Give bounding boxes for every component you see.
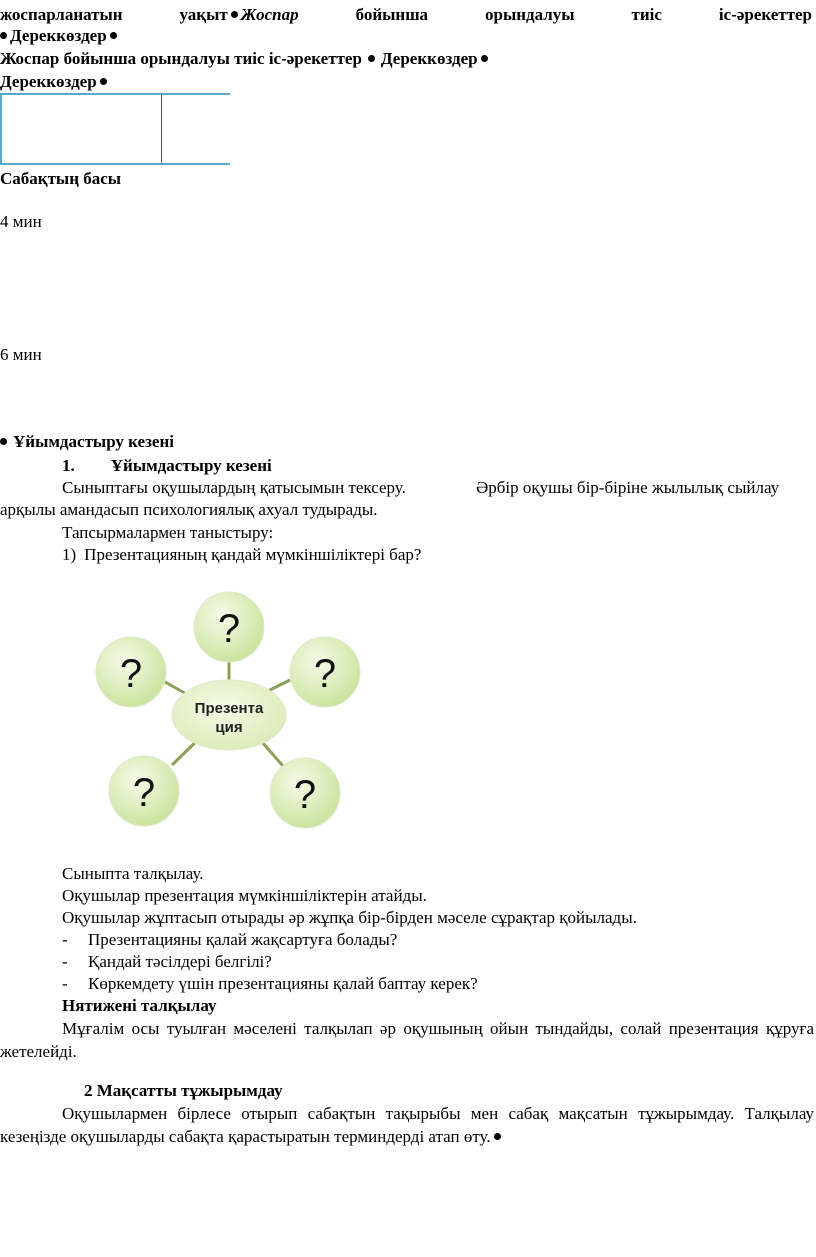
node-top — [194, 592, 264, 662]
bullet-icon — [100, 78, 107, 85]
header-word: орындалуы — [485, 5, 575, 24]
section-title-text: Ұйымдастыру кезені — [13, 432, 174, 451]
discussion-line-2: Оқушылар презентация мүмкіншіліктерін атайды. — [62, 886, 427, 905]
tasks-intro: Тапсырмалармен таныстыру: — [62, 523, 274, 542]
dash-item-2 — [62, 951, 272, 973]
header-line-2 — [0, 25, 120, 47]
header-sources: Дереккөздер — [380, 49, 478, 68]
header-word: іс-әрекеттер — [718, 5, 812, 24]
header-sources: Дереккөздер — [10, 26, 107, 45]
section-number: 1. — [62, 456, 75, 475]
svg-text:?: ? — [293, 773, 317, 817]
header-line-4 — [0, 71, 110, 93]
discussion-line-3: Оқушылар жұптасып отырады әр жұпқа бір-бірден мәселе сұрақтар қойылады. — [62, 908, 637, 927]
dash-item-3 — [62, 973, 478, 995]
bullet-icon — [494, 1133, 501, 1140]
dash-item-text: Қандай тәсілдері белгілі? — [88, 952, 272, 971]
dash-marker: - — [62, 974, 68, 993]
svg-text:?: ? — [132, 771, 156, 815]
section-2-text: Оқушылармен бірлесе отырып сабақтын тақырыбы мен сабақ мақсатын тұжырымдау. Талқылау кезеңізде оқушыларды сабақта қарастыратын терминдерді атап өту. — [0, 1104, 814, 1146]
header-word: уақыт — [179, 5, 228, 24]
header-word: бойынша — [355, 5, 429, 24]
bullet-icon — [0, 32, 7, 39]
svg-text:Презента: Презента — [194, 700, 264, 717]
bullet-icon — [481, 55, 488, 62]
node-left — [96, 637, 166, 707]
svg-text:?: ? — [313, 652, 337, 696]
node-center — [172, 680, 286, 750]
header-word-italic: Жоспар — [240, 5, 299, 24]
header-word: жоспарланатын — [0, 5, 123, 24]
bullet-icon — [368, 55, 375, 62]
section-2-paragraph — [0, 1102, 814, 1148]
dash-marker: - — [62, 952, 68, 971]
question-1 — [62, 544, 421, 566]
para-1-line-2: арқылы амандасып психологиялық ахуал тудырады. — [0, 500, 378, 519]
header-word-group — [180, 4, 299, 26]
dash-item-1 — [62, 929, 398, 951]
header-plan-text: Жоспар бойынша орындалуы тиіс іс-әрекеттер — [0, 49, 362, 68]
question-number: 1) — [62, 545, 77, 564]
bullet-icon — [110, 32, 117, 39]
dash-item-text: Презентацияны қалай жақсартуға болады? — [88, 930, 398, 949]
header-line-3 — [0, 48, 491, 70]
result-title: Нятижені талқылау — [62, 996, 217, 1015]
dash-item-text: Көркемдету үшін презентацияны қалай баптау керек? — [88, 974, 478, 993]
result-paragraph: Мұғалім осы туылған мәселені талқылап әр оқушының ойын тындайды, солай презентация құруға жетелейді. — [0, 1019, 814, 1061]
question-text: Презентацияның қандай мүмкіншіліктері бар? — [84, 545, 422, 564]
bullet-icon — [231, 11, 238, 18]
para-1-part-b: Әрбір оқушы бір-біріне жылылық сыйлау — [476, 478, 780, 497]
stage-time-1: 4 мин — [0, 212, 42, 231]
section-title-text: Ұйымдастыру кезені — [110, 456, 272, 475]
stage-title: Сабақтың басы — [0, 169, 122, 188]
stage-time-2: 6 мин — [0, 345, 42, 364]
table-cell — [162, 94, 231, 164]
section-1-heading — [62, 455, 272, 477]
table-cell — [1, 94, 162, 164]
section-2-title: 2 Мақсатты тұжырымдау — [84, 1081, 283, 1100]
bullet-icon — [0, 438, 7, 445]
header-word: тиіс — [631, 5, 662, 24]
header-sources: Дереккөздер — [0, 72, 97, 91]
para-1-part-a: Сыныптағы оқушылардың қатысымын тексеру. — [62, 478, 406, 497]
para-1-line-1 — [62, 477, 780, 499]
presentation-mind-map — [80, 580, 400, 840]
section-bullet-title — [0, 431, 174, 453]
node-bottom-right — [270, 758, 340, 828]
empty-table-frame — [0, 93, 230, 165]
svg-text:ция: ция — [215, 719, 243, 736]
svg-text:?: ? — [119, 652, 143, 696]
node-bottom-left — [109, 756, 179, 826]
discussion-line-1: Сыныпта талқылау. — [62, 864, 204, 883]
svg-text:?: ? — [217, 607, 241, 651]
header-line-1 — [0, 4, 812, 26]
node-right — [290, 637, 360, 707]
dash-marker: - — [62, 930, 68, 949]
